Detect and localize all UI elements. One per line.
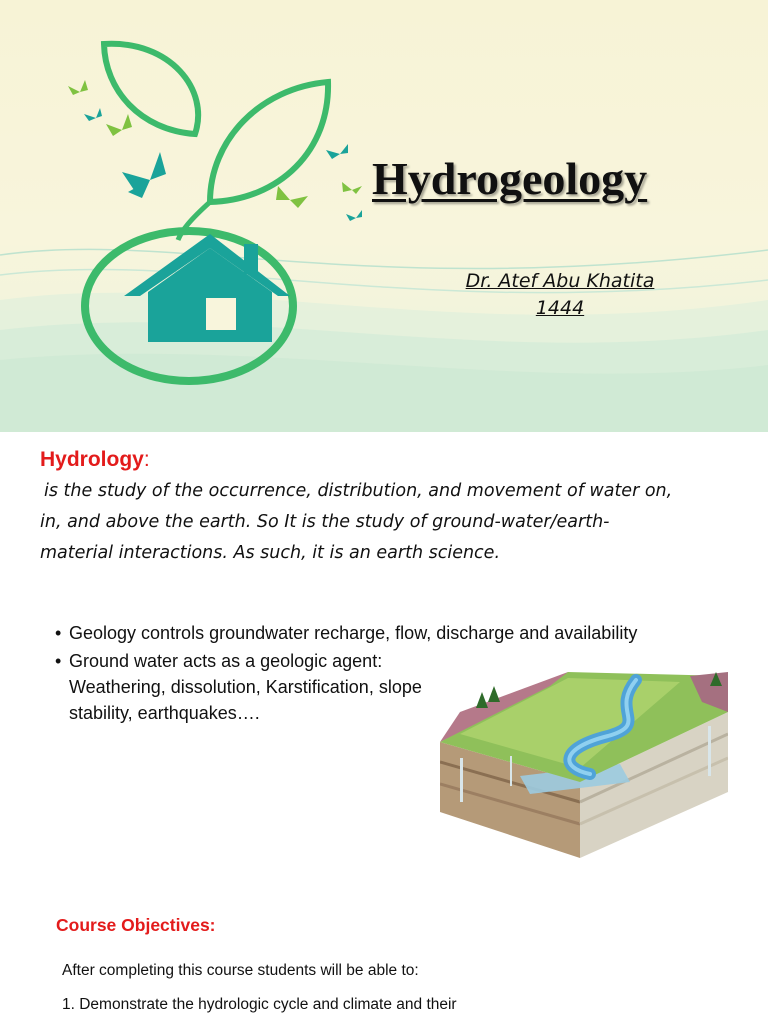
definition-colon: : [143, 448, 150, 471]
definition-line: is the study of the occurrence, distribution, and movement of water on, [44, 481, 673, 501]
presentation-title: Hydrogeology [372, 153, 648, 204]
author-year: 1444 [535, 297, 585, 319]
author-name: Dr. Atef Abu Khatita [465, 270, 655, 292]
definition-term-word: Hydrology [40, 448, 144, 471]
course-objectives-heading: Course Objectives: [56, 915, 216, 935]
course-objectives-intro: After completing this course students will be able to: [62, 962, 419, 979]
author-block [440, 268, 680, 322]
content-slide [0, 432, 768, 1024]
definition-term [40, 448, 150, 472]
definition-line: in, and above the earth. So It is the study of ground-water/earth- [40, 512, 610, 532]
bullet-item: • Ground water acts as a geologic agent: Weathering, dissolution, Karstification, slope stability, earthquakes…. [55, 648, 459, 726]
river-cross-section-icon [440, 672, 728, 862]
course-objective-item: 1. Demonstrate the hydrologic cycle and climate and their [62, 996, 457, 1013]
definition-line: material interactions. As such, it is an earth science. [40, 543, 501, 563]
bullet-item: • Geology controls groundwater recharge, flow, discharge and availability [55, 620, 755, 646]
title-slide [0, 0, 768, 432]
definition-text [40, 476, 704, 569]
house-leaves-butterflies-icon [60, 30, 380, 390]
